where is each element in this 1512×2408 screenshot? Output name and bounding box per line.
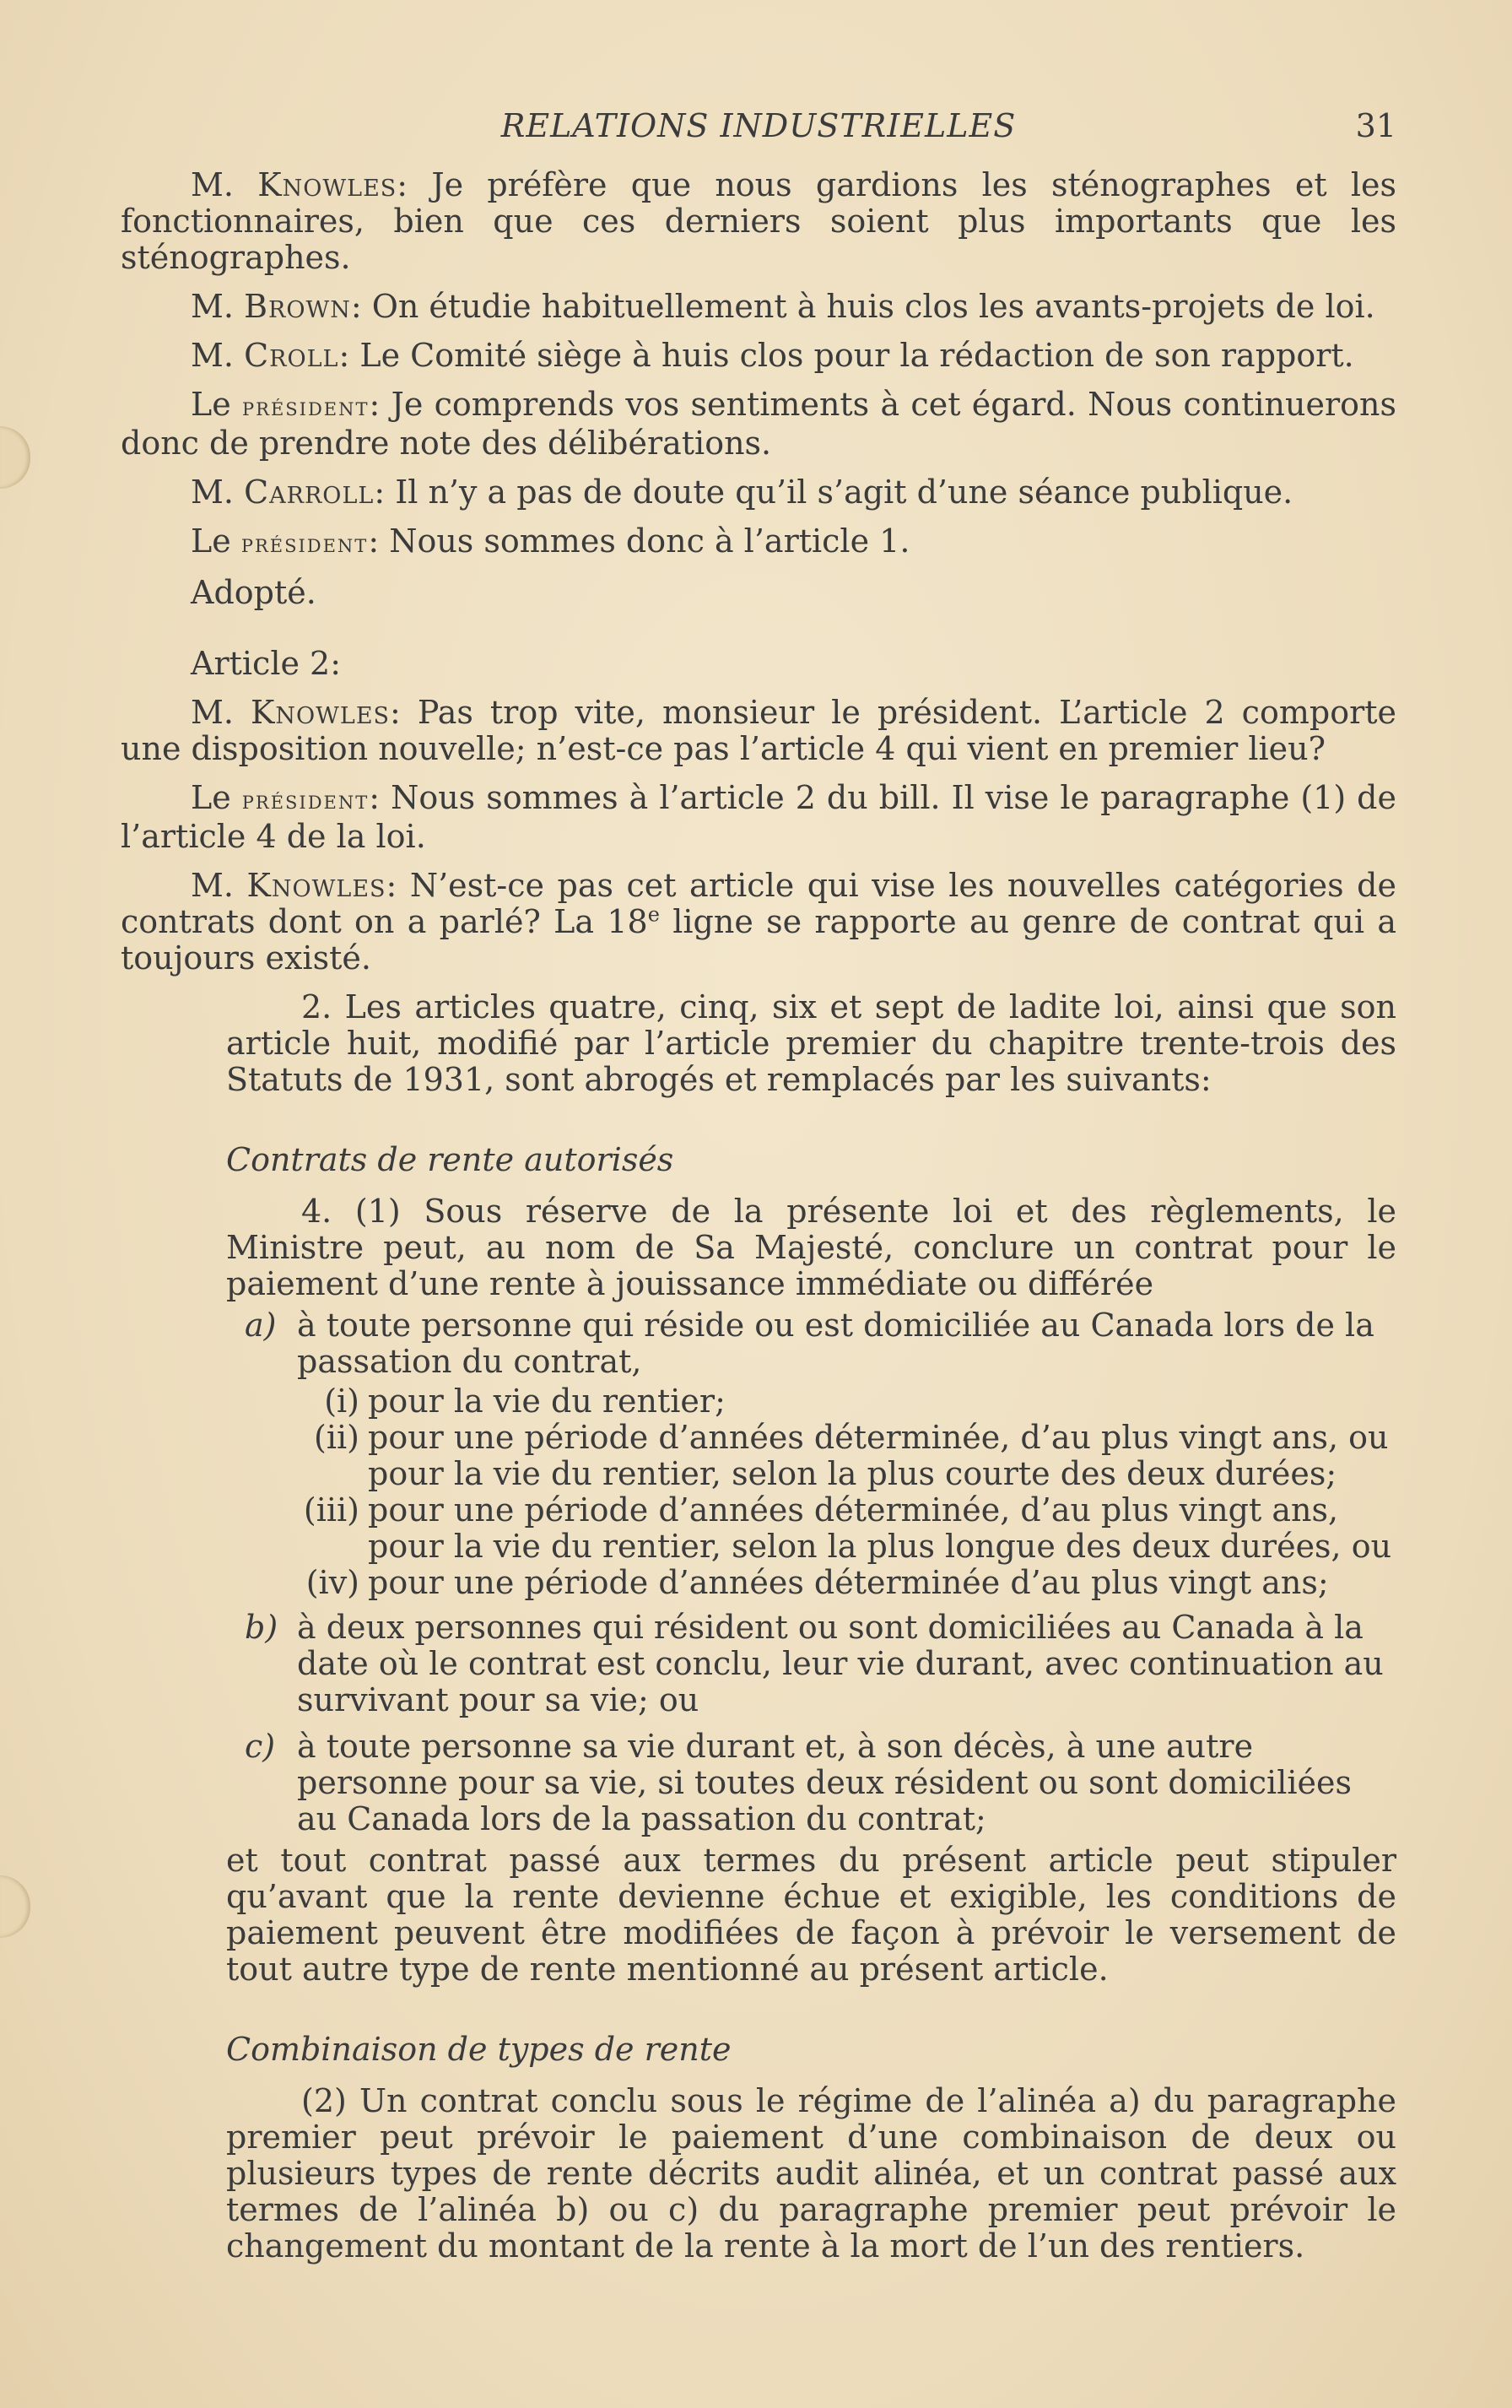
article-heading: Article 2: bbox=[191, 645, 342, 682]
bill-text bbox=[226, 989, 1396, 2265]
item-b bbox=[226, 1610, 1396, 1718]
speech-president-2: Le président: Nous sommes donc à l’article 1. bbox=[191, 522, 910, 560]
adopte-line: Adopté. bbox=[191, 574, 316, 611]
speech-croll: M. Croll: Le Comité siège à huis clos pour la rédaction de son rapport. bbox=[191, 337, 1354, 374]
speaker-name: Brown bbox=[244, 288, 351, 325]
item-text: à toute personne sa vie durant et, à son décès, à une autre personne pour sa vie, si toutes deux résident ou sont domiciliées au Canada lors de la passation du contrat; bbox=[297, 1728, 1352, 1837]
section-heading-1: Contrats de rente autorisés bbox=[226, 1141, 674, 1178]
speaker-name: Croll bbox=[244, 337, 339, 374]
subitem-i: (i) pour la vie du rentier; bbox=[324, 1383, 726, 1420]
item-label: c) bbox=[245, 1728, 276, 1765]
section-heading-2: Combinaison de types de rente bbox=[226, 2031, 732, 2068]
speech-knowles-3: M. Knowles: N’est-ce pas cet article qui vise les nouvelles catégories de contrats dont on a parlé? La 18e ligne se rapporte au genre de contrat qui a toujours existé. bbox=[121, 867, 1397, 977]
binding-hole-mark bbox=[0, 1875, 30, 1938]
speaker-name: Knowles bbox=[257, 166, 397, 203]
page-header bbox=[121, 108, 1396, 155]
speech-president-1: Le président: Je comprends vos sentiments à cet égard. Nous continuerons donc de prendre note des délibérations. bbox=[121, 386, 1396, 462]
closing-paragraph: et tout contrat passé aux termes du présent article peut stipuler qu’avant que la rente devienne échue et exigible, les conditions de paiement peuvent être modifiées de façon à prévoir le versement de tout autre type de rente mentionné au présent article. bbox=[226, 1842, 1396, 1988]
subitem-ii: (ii) pour une période d’années déterminée, d’au plus vingt ans, ou pour la vie du rentier, selon la plus courte des deux durées; bbox=[314, 1419, 1389, 1492]
item-label: b) bbox=[245, 1609, 278, 1646]
item-text: à deux personnes qui résident ou sont domiciliées au Canada à la date où le contrat est conclu, leur vie durant, avec continuation au survivant pour sa vie; ou bbox=[297, 1609, 1384, 1718]
subitem-iii: (iii) pour une période d’années déterminée, d’au plus vingt ans, pour la vie du rentier, selon la plus longue des deux durées, ou bbox=[303, 1491, 1392, 1565]
running-title: RELATIONS INDUSTRIELLES bbox=[500, 107, 1017, 144]
document-page bbox=[121, 108, 1396, 2275]
speaker-name: Knowles bbox=[246, 867, 386, 904]
speech-president-3: Le président: Nous sommes à l’article 2 du bill. Il vise le paragraphe (1) de l’article 4 de la loi. bbox=[121, 779, 1396, 855]
speech-knowles-2: M. Knowles: Pas trop vite, monsieur le président. L’article 2 comporte une disposition nouvelle; n’est-ce pas l’article 4 qui vient en premier lieu? bbox=[121, 694, 1396, 767]
speech-knowles-1: M. Knowles: Je préfère que nous gardions les sténographes et les fonctionnaires, bien que ces derniers soient plus importants que les sténographes. bbox=[121, 166, 1396, 276]
item-text: à toute personne qui réside ou est domiciliée au Canada lors de la passation du contrat, bbox=[297, 1307, 1374, 1380]
item-a bbox=[226, 1307, 1396, 1380]
subsection-4-2: (2) Un contrat conclu sous le régime de l’alinéa a) du paragraphe premier peut prévoir le paiement d’une combinaison de deux ou plusieurs types de rente décrits audit alinéa, et un contrat passé aux termes de l’alinéa b) ou c) du paragraphe premier peut prévoir le changement du montant de la rente à la mort de l’un des rentiers. bbox=[226, 2082, 1396, 2265]
speech-carroll: M. Carroll: Il n’y a pas de doute qu’il s’agit d’une séance publique. bbox=[191, 473, 1293, 511]
subitem-iv: (iv) pour une période d’années déterminée d’au plus vingt ans; bbox=[305, 1564, 1329, 1601]
speaker-name: président bbox=[241, 786, 370, 815]
item-c bbox=[226, 1729, 1396, 1837]
page-number: 31 bbox=[1355, 107, 1396, 144]
speaker-name: Carroll bbox=[244, 473, 375, 511]
speaker-name: président bbox=[242, 392, 370, 422]
item-label: a) bbox=[245, 1307, 277, 1344]
speaker-name: Knowles bbox=[251, 694, 391, 731]
binding-hole-mark bbox=[0, 426, 30, 489]
bill-intro: 2. Les articles quatre, cinq, six et sept de ladite loi, ainsi que son article huit, modifié par l’article premier du chapitre trente-trois des Statuts de 1931, sont abrogés et remplacés par les suivants: bbox=[226, 988, 1396, 1098]
speaker-name: président bbox=[240, 529, 369, 559]
speech-brown: M. Brown: On étudie habituellement à huis clos les avants-projets de loi. bbox=[191, 288, 1375, 325]
subsection-4-1: 4. (1) Sous réserve de la présente loi et des règlements, le Ministre peut, au nom de Sa Majesté, conclure un contrat pour le paiement d’une rente à jouissance immédiate ou différée bbox=[226, 1193, 1396, 1302]
